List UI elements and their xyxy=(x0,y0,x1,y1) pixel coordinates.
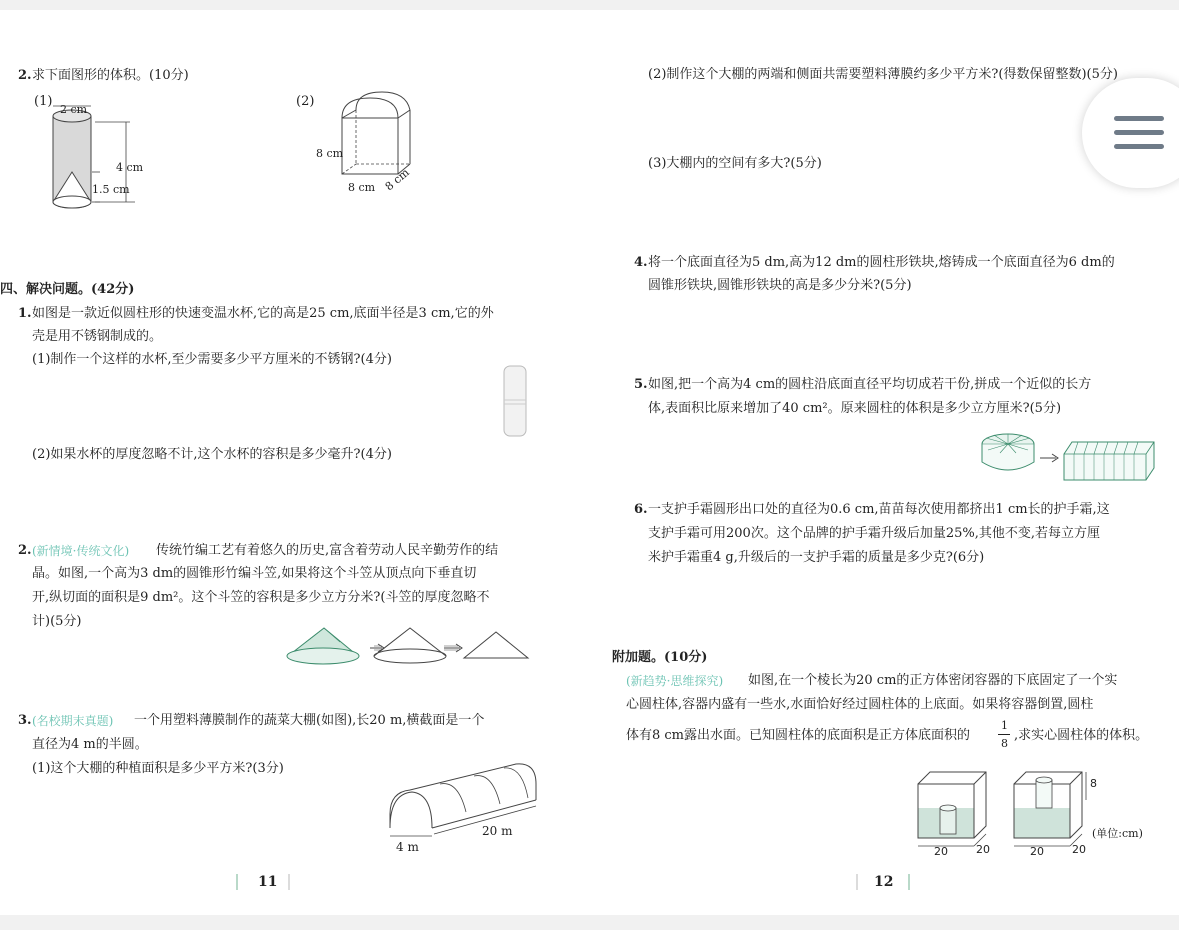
page-number-right: 12 xyxy=(874,874,894,890)
bonus-title: 附加题。(10分) xyxy=(612,650,708,665)
fig1-label: (1) xyxy=(34,94,53,109)
cube2-width-label: 20 xyxy=(1030,845,1044,858)
fig2-label: (2) xyxy=(296,94,315,109)
cylinder-slices-figure xyxy=(980,428,1160,476)
page-deco-right-2 xyxy=(908,874,910,890)
section-title: 四、解决问题。(42分) xyxy=(0,282,135,297)
bonus-tag: (新趋势·思维探究) xyxy=(626,674,724,688)
fig1-top-label: 2 cm xyxy=(60,103,88,116)
bonus-frac-num: 1 xyxy=(1001,719,1008,732)
p2-tag: (新情境·传统文化) xyxy=(32,544,130,558)
p3-tag: (名校期末真题) xyxy=(32,714,114,728)
p4-line1: 将一个底面直径为5 dm,高为12 dm的圆柱形铁块,熔铸成一个底面直径为6 dm的 xyxy=(648,255,1115,270)
p2-number: 2. xyxy=(18,543,32,558)
p5-number: 5. xyxy=(634,377,648,392)
fig2-depth-label: 8 cm xyxy=(382,165,412,194)
cube1-depth-label: 20 xyxy=(976,843,990,856)
fig1-height-label: 4 cm xyxy=(116,161,144,174)
p1-question2: (2)如果水杯的厚度忽略不计,这个水杯的容积是多少毫升?(4分) xyxy=(32,447,392,462)
cube-containers-figure xyxy=(914,770,1094,855)
greenhouse-dia-label: 4 m xyxy=(396,840,419,854)
textbook-spread xyxy=(0,10,1179,915)
p4-line2: 圆锥形铁块,圆锥形铁块的高是多少分米?(5分) xyxy=(648,278,912,293)
p6-number: 6. xyxy=(634,502,648,517)
p1-number: 1. xyxy=(18,306,32,321)
cube2-depth-label: 20 xyxy=(1072,843,1086,856)
cube1-width-label: 20 xyxy=(934,845,948,858)
fig1-cone-label: 1.5 cm xyxy=(92,183,130,196)
page-deco-right xyxy=(856,874,858,890)
menu-line xyxy=(1114,144,1164,149)
greenhouse-len-label: 20 m xyxy=(482,824,513,838)
bonus-line3b: ,求实心圆柱体的体积。 xyxy=(1014,728,1149,743)
q2-number: 2. xyxy=(18,68,32,83)
p4-number: 4. xyxy=(634,255,648,270)
p3-question1: (1)这个大棚的种植面积是多少平方米?(3分) xyxy=(32,761,284,776)
p6-line1: 一支护手霜圆形出口处的直径为0.6 cm,苗苗每次使用都挤出1 cm长的护手霜,这 xyxy=(648,502,1110,517)
p2-line1: 传统竹编工艺有着悠久的历史,富含着劳动人民辛勤劳作的结 xyxy=(156,543,499,558)
menu-line xyxy=(1114,116,1164,121)
p3-line1: 一个用塑料薄膜制作的蔬菜大棚(如图),长20 m,横截面是一个 xyxy=(134,713,485,728)
fig2-height-label: 8 cm xyxy=(316,147,344,160)
page-number-left: 11 xyxy=(258,874,278,890)
p5-line1: 如图,把一个高为4 cm的圆柱沿底面直径平均切成若干份,拼成一个近似的长方 xyxy=(648,377,1092,392)
p2-line4: 计)(5分) xyxy=(32,614,82,629)
p6-line2: 支护手霜可用200次。这个品牌的护手霜升级后加量25%,其他不变,若每立方厘 xyxy=(648,526,1100,541)
r-question3: (3)大棚内的空间有多大?(5分) xyxy=(648,156,822,171)
r-question2: (2)制作这个大棚的两端和侧面共需要塑料薄膜约多少平方米?(得数保留整数)(5分) xyxy=(648,67,1118,82)
cube-halfcylinder-figure xyxy=(330,92,420,182)
menu-line xyxy=(1114,130,1164,135)
p3-number: 3. xyxy=(18,713,32,728)
page-deco-left xyxy=(236,874,238,890)
cup-figure xyxy=(500,360,530,440)
p1-question1: (1)制作一个这样的水杯,至少需要多少平方厘米的不锈钢?(4分) xyxy=(32,352,392,367)
p1-line2: 壳是用不锈钢制成的。 xyxy=(32,329,163,344)
p5-line2: 体,表面积比原来增加了40 cm²。原来圆柱的体积是多少立方厘米?(5分) xyxy=(648,401,1062,416)
bamboo-hat-figure xyxy=(284,620,534,670)
bonus-frac-den: 8 xyxy=(1001,737,1008,750)
fig2-width-label: 8 cm xyxy=(348,181,376,194)
page-deco-left-2 xyxy=(288,874,290,890)
p1-line1: 如图是一款近似圆柱形的快速变温水杯,它的高是25 cm,底面半径是3 cm,它的外 xyxy=(32,306,494,321)
bonus-line3a: 体有8 cm露出水面。已知圆柱体的底面积是正方体底面积的 xyxy=(626,728,971,743)
q2-text: 求下面图形的体积。(10分) xyxy=(32,68,189,83)
unit-label: (单位:cm) xyxy=(1092,827,1143,840)
bonus-line1: 如图,在一个棱长为20 cm的正方体密闭容器的下底固定了一个实 xyxy=(748,673,1118,688)
greenhouse-figure xyxy=(386,762,546,846)
cube2-exposed-label: 8 xyxy=(1090,777,1097,790)
bonus-line2: 心圆柱体,容器内盛有一些水,水面恰好经过圆柱体的上底面。如果将容器倒置,圆柱 xyxy=(626,697,1094,712)
bonus-frac-bar xyxy=(998,734,1010,735)
p2-line2: 晶。如图,一个高为3 dm的圆锥形竹编斗笠,如果将这个斗笠从顶点向下垂直切 xyxy=(32,566,477,581)
p3-line2: 直径为4 m的半圆。 xyxy=(32,737,148,752)
p2-line3: 开,纵切面的面积是9 dm²。这个斗笠的容积是多少立方分米?(斗笠的厚度忽略不 xyxy=(32,590,490,605)
p6-line3: 米护手霜重4 g,升级后的一支护手霜的质量是多少克?(6分) xyxy=(648,550,985,565)
